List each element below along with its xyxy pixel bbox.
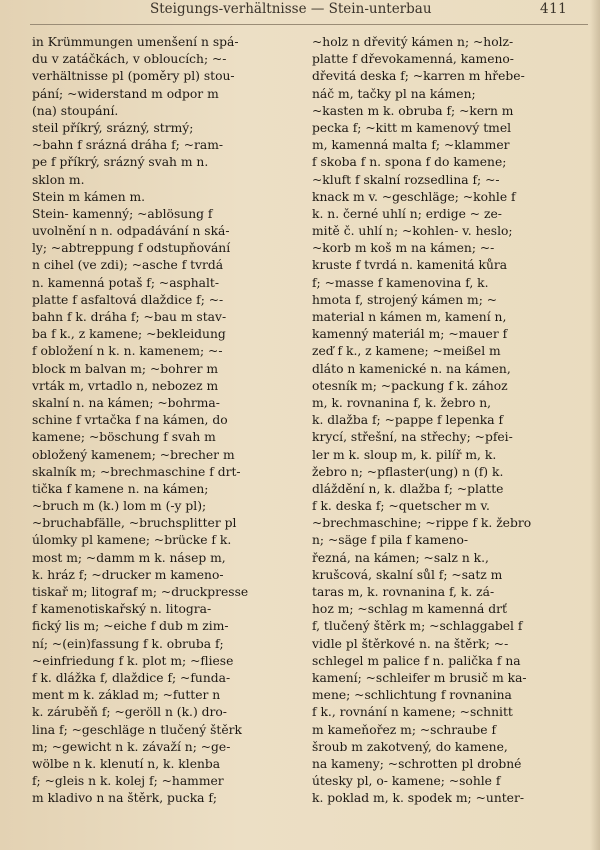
left-column-line: ment m k. základ m; ~futter n [32, 688, 221, 703]
left-column-line: most m; ~damm m k. násep m, [32, 550, 226, 565]
right-column-line: dřevitá deska f; ~karren m hřebe- [312, 69, 525, 84]
left-column-line: vrták m, vrtadlo n, nebozez m [32, 378, 219, 393]
left-column-line: Stein- kamenný; ~ablösung f [32, 206, 213, 221]
right-column-line: otesník m; ~packung f k. zához [312, 378, 508, 393]
left-column-line: schine f vrtačka f na kámen, do [32, 413, 228, 428]
right-column-line: f k. deska f; ~quetscher m v. [312, 499, 490, 514]
page-edge-shadow [590, 0, 600, 850]
left-column-line: tička f kamene n. na kámen; [32, 481, 209, 496]
right-column-line: knack m v. ~geschläge; ~kohle f [312, 189, 516, 204]
left-column-line: skalní n. na kámen; ~bohrma- [32, 395, 220, 410]
right-column-line: m kameňořez m; ~schraube f [312, 722, 497, 737]
right-column-line: dláto n kamenické n. na kámen, [312, 361, 511, 376]
left-column-line: f k. dlážka f, dlaždice f; ~funda- [32, 670, 231, 685]
right-column-line: ~kluft f skalní rozsedlina f; ~- [312, 172, 500, 187]
left-column-line: ~bruch m (k.) lom m (-y pl); [32, 499, 207, 514]
right-column-line: kamenný materiál m; ~mauer f [312, 327, 508, 342]
left-column-line: verhältnisse pl (poměry pl) stou- [32, 69, 235, 84]
left-column-line: n. kamenná potaš f; ~asphalt- [32, 275, 220, 290]
right-column-line: řezná, na kámen; ~salz n k., [312, 550, 489, 565]
right-column-line: k. n. černé uhlí n; erdige ~ ze- [312, 206, 502, 221]
left-column-line: ~einfriedung f k. plot m; ~fliese [32, 653, 234, 668]
right-column-line: m, k. rovnanina f, k. žebro n, [312, 395, 492, 410]
left-column-line: ~bruchabfälle, ~bruchsplitter pl [32, 516, 237, 531]
left-column [32, 34, 300, 807]
right-column-line: zeď f k., z kamene; ~meißel m [312, 344, 501, 359]
left-column-line: skalník m; ~brechmaschine f drt- [32, 464, 241, 479]
right-column-line: hmota f, strojený kámen m; ~ [312, 292, 498, 307]
left-column-line: Stein m kámen m. [32, 189, 146, 204]
left-column-line: f obložení n k. n. kamenem; ~- [32, 344, 223, 359]
right-column-line: f, tlučený štěrk m; ~schlaggabel f [312, 619, 523, 634]
left-column-line: m; ~gewicht n k. závaží n; ~ge- [32, 739, 231, 754]
right-column-line: k. dlažba f; ~pappe f lepenka f [312, 413, 504, 428]
left-column-line: obložený kamenem; ~brecher m [32, 447, 235, 462]
left-column-line: m kladivo n na štěrk, pucka f; [32, 791, 218, 806]
right-column-line: m, kamenná malta f; ~klammer [312, 138, 510, 153]
left-column-line: kamene; ~böschung f svah m [32, 430, 216, 445]
right-column-line: dláždění n, k. dlažba f; ~platte [312, 481, 504, 496]
left-column-line: f; ~gleis n k. kolej f; ~hammer [32, 774, 224, 789]
left-column-line: úlomky pl kamene; ~brücke f k. [32, 533, 232, 548]
right-column-line: f skoba f n. spona f do kamene; [312, 155, 507, 170]
left-column-line: steil příkrý, srázný, strmý; [32, 120, 194, 135]
right-column-line: platte f dřevokamenná, kameno- [312, 52, 514, 67]
left-column-line: in Krümmungen umenšení n spá- [32, 35, 239, 49]
right-column-line: na kameny; ~schrotten pl drobné [312, 756, 522, 771]
right-column-line: n; ~säge f pila f kameno- [312, 533, 469, 548]
left-column-line: k. záruběň f; ~geröll n (k.) dro- [32, 705, 227, 720]
left-column-line: pání; ~widerstand m odpor m [32, 86, 219, 101]
right-column-line: ~korb m koš m na kámen; ~- [312, 241, 495, 256]
right-column-line: krycí, střešní, na střechy; ~pfei- [312, 430, 513, 445]
left-column-line: k. hráz f; ~drucker m kameno- [32, 567, 224, 582]
left-column-line: fický lis m; ~eiche f dub m zim- [32, 619, 229, 634]
left-column-line: uvolnění n n. odpadávání n ská- [32, 224, 230, 239]
left-column-line: wölbe n k. klenutí n, k. klenba [32, 756, 221, 771]
left-column-line: ní; ~(ein)fassung f k. obruba f; [32, 636, 224, 651]
left-column-line: lina f; ~geschläge n tlučený štěrk [32, 722, 242, 737]
left-column-line: block m balvan m; ~bohrer m [32, 361, 219, 376]
right-column-line: mene; ~schlichtung f rovnanina [312, 688, 512, 703]
right-column-line: ler m k. sloup m, k. pilíř m, k. [312, 447, 497, 462]
left-column-line: (na) stoupání. [32, 103, 119, 118]
right-column-line: mitě č. uhlí n; ~kohlen- v. heslo; [312, 224, 513, 239]
right-column-line: vidle pl štěrkové n. na štěrk; ~- [312, 636, 509, 651]
right-column-line: kamení; ~schleifer m brusič m ka- [312, 670, 527, 685]
right-column-line: pecka f; ~kitt m kamenový tmel [312, 120, 512, 135]
right-column-line: schlegel m palice f n. palička f na [312, 653, 521, 668]
page-number: 411 [540, 1, 568, 17]
running-header [150, 1, 570, 21]
right-column-line: ~brechmaschine; ~rippe f k. žebro [312, 516, 532, 531]
right-column-line: ~holz n dřevitý kámen n; ~holz- [312, 35, 514, 49]
right-column-line: ~kasten m k. obruba f; ~kern m [312, 103, 514, 118]
left-column-line: n cihel (ve zdi); ~asche f tvrdá [32, 258, 224, 273]
left-column-line: sklon m. [32, 172, 85, 187]
left-column-line: tiskař m; litograf m; ~druckpresse [32, 585, 249, 599]
right-column-line: krušcová, skalní sůl f; ~satz m [312, 567, 503, 582]
right-column-line: taras m, k. rovnanina f, k. zá- [312, 585, 495, 599]
left-column-line: du v zatáčkách, v obloucích; ~- [32, 52, 227, 67]
header-divider [30, 24, 588, 25]
left-column-line: ~bahn f srázná dráha f; ~ram- [32, 138, 224, 153]
left-column-line: platte f asfaltová dlaždice f; ~- [32, 292, 224, 307]
right-column-line: f k., rovnání n kamene; ~schnitt [312, 705, 513, 720]
left-column-line: pe f příkrý, srázný svah m n. [32, 155, 209, 170]
right-column-line: f; ~masse f kamenovina f, k. [312, 275, 489, 290]
right-column [312, 34, 580, 807]
left-column-line: ba f k., z kamene; ~bekleidung [32, 327, 226, 342]
running-title: Steigungs-verhältnisse — Stein-unterbau [150, 1, 432, 17]
right-column-line: material n kámen m, kamení n, [312, 310, 507, 324]
right-column-line: náč m, tačky pl na kámen; [312, 86, 476, 101]
left-column-line: ly; ~abtreppung f odstupňování [32, 241, 231, 256]
right-column-line: šroub m zakotvený, do kamene, [312, 739, 508, 754]
right-column-line: kruste f tvrdá n. kamenitá kůra [312, 258, 508, 273]
right-column-line: žebro n; ~pflaster(ung) n (f) k. [312, 464, 504, 479]
right-column-line: hoz m; ~schlag m kamenná drť [312, 602, 507, 617]
left-column-line: bahn f k. dráha f; ~bau m stav- [32, 310, 227, 324]
right-column-line: k. poklad m, k. spodek m; ~unter- [312, 791, 524, 806]
right-column-line: útesky pl, o- kamene; ~sohle f [312, 774, 501, 789]
left-column-line: f kamenotiskařský n. litogra- [32, 602, 212, 617]
